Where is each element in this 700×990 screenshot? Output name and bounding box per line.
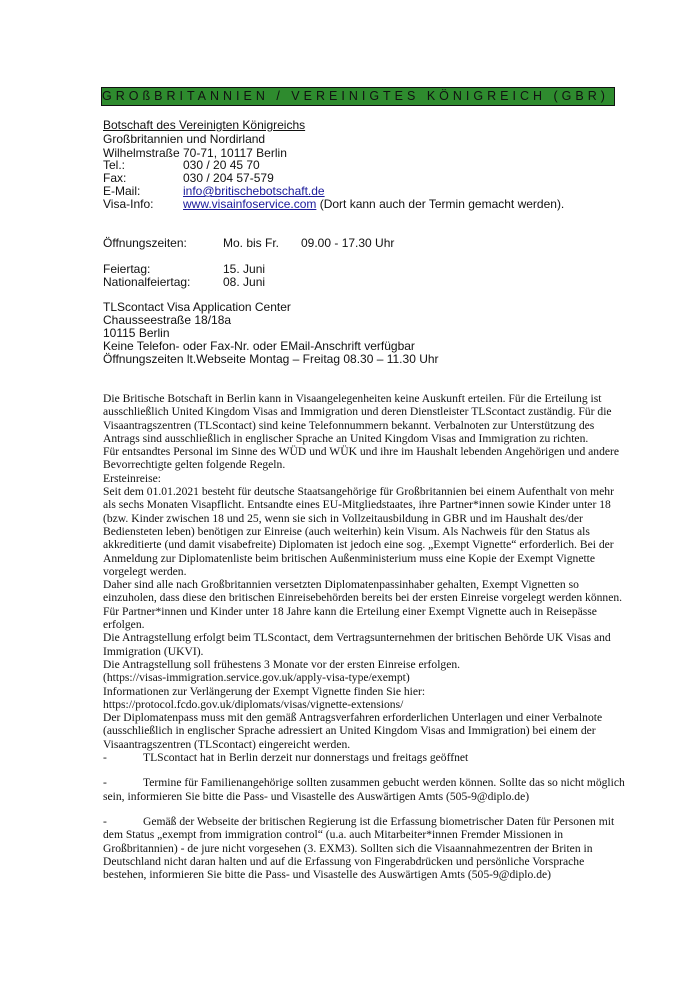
- paragraph: https://protocol.fcdo.gov.uk/diplomats/visas/vignette-extensions/: [103, 697, 404, 711]
- list-item: [103, 776, 628, 803]
- bullet-text: TLScontact hat in Berlin derzeit nur donnerstags und freitags geöffnet: [143, 751, 469, 765]
- paragraph: Der Diplomatenpass muss mit den gemäß Antragsverfahren erforderlichen Unterlagen und einer Verbalnote (ausschließlich in englischer Sprache adressiert an United Kingdom Visas and Immigration) bei einem der Visaantragszentren (TLScontact) eingereicht werden.: [103, 711, 603, 751]
- national-holiday-value: 08. Juni: [223, 275, 266, 289]
- paragraph: Für entsandtes Personal im Sinne des WÜD und WÜK und ihre im Haushalt lebenden Angehörigen und andere Bevorrechtigte gelten folgende Regeln.: [103, 445, 620, 472]
- fax-label: Fax:: [103, 171, 127, 185]
- paragraph: Daher sind alle nach Großbritannien versetzten Diplomatenpassinhaber gehalten, Exempt Vignetten so einzuholen, dass diese den britischen Einreisebehörden bereits bei der ersten Einreise vorgelegt werden können. Für Partner*innen und Kinder unter 18 Jahre kann die Erteilung einer Exempt Vignette auch in Reisepässe erfolgen.: [103, 578, 623, 632]
- bullet-text: Termine für Familienangehörige sollten zusammen gebucht werden können. Sollte das so nicht möglich sein, informieren Sie bitte die Pass- und Visastelle des Auswärtigen Amts (505-9@diplo.de): [103, 776, 625, 803]
- paragraph: Die Britische Botschaft in Berlin kann in Visaangelegenheiten keine Auskunft erteilen. Für die Erteilung ist ausschließlich United Kingdom Visas and Immigration und deren Dienstleister TLScontact zuständig. Für die Visaantragszentren (TLScontact) sind keine Telefonnummern bekannt. Verbalnoten zur Unterstützung des Antrags sind ausschließlich in englischer Sprache an United Kingdom Visas and Immigration zu richten.: [103, 392, 612, 445]
- email-label: E-Mail:: [103, 184, 141, 198]
- hours-time: 09.00 - 17.30 Uhr: [301, 236, 395, 250]
- tel-label: Tel.:: [103, 158, 126, 172]
- tls-street: Chausseestraße 18/18a: [103, 313, 232, 327]
- visa-info-line: [183, 197, 564, 211]
- bullet-dash: -: [103, 776, 107, 790]
- hours-label: Öffnungszeiten:: [103, 236, 187, 250]
- paragraph: Die Antragstellung erfolgt beim TLScontact, dem Vertragsunternehmen der britischen Behörde UK Visas and Immigration (UKVI).: [103, 631, 611, 658]
- hours-days: Mo. bis Fr.: [223, 236, 280, 250]
- email-link[interactable]: info@britischebotschaft.de: [183, 184, 325, 198]
- visa-info-link[interactable]: www.visainfoservice.com: [183, 197, 317, 211]
- list-item: [103, 815, 628, 881]
- holiday-label: Feiertag:: [103, 262, 151, 276]
- tel-value: 030 / 20 45 70: [183, 158, 260, 172]
- visa-info-label: Visa-Info:: [103, 197, 154, 211]
- embassy-address: Wilhelmstraße 70-71, 10117 Berlin: [103, 146, 287, 160]
- country-banner: GROßBRITANNIEN / VEREINIGTES KÖNIGREICH (GBR): [101, 87, 615, 106]
- body-text: [103, 392, 628, 881]
- embassy-subtitle: Großbritannien und Nordirland: [103, 132, 266, 146]
- bullet-text: Gemäß der Webseite der britischen Regierung ist die Erfassung biometrischer Daten für Personen mit dem Status „exempt from immigration control“ (u.a. auch Mitarbeiter*innen Fremder Missionen in Großbritannien) - de jure nicht vorgesehen (3. EXM3). Sollten sich die Visaannahmezentren der Briten in Deutschland nicht daran halten und auf die Erfassung von Fingerabdrücken und persönliche Vorsprache bestehen, informieren Sie bitte die Pass- und Visastelle des Auswärtigen Amts (505-9@diplo.de): [103, 814, 615, 882]
- fax-value: 030 / 204 57-579: [183, 171, 274, 185]
- tls-hours: Öffnungszeiten lt.Webseite Montag – Freitag 08.30 – 11.30 Uhr: [103, 352, 439, 366]
- tls-city: 10115 Berlin: [103, 326, 170, 340]
- tls-name: TLScontact Visa Application Center: [103, 300, 291, 314]
- embassy-name: Botschaft des Vereinigten Königreichs: [103, 118, 306, 132]
- bullet-dash: -: [103, 751, 107, 765]
- holiday-value: 15. Juni: [223, 262, 266, 276]
- paragraph: Seit dem 01.01.2021 besteht für deutsche Staatsangehörige für Großbritannien bei einem Aufenthalt von mehr als sechs Monaten Visapflicht. Entsandte eines EU-Mitgliedstaates, ihre Partner*innen sowie Kinder unter 18 (bzw. Kinder zwischen 18 und 25, wenn sie sich in Vollzeitausbildung in GBR und im Haushalt des/der Bediensteten leben) benötigen zur Einreise (auch weiterhin) kein Visum. Als Nachweis für den Status als akkreditierte (und damit visabefreite) Diplomaten ist jedoch eine sog. „Exempt Vignette“ erforderlich. Bei der Anmeldung zur Diplomatenliste beim britischen Außenministerium muss eine Kopie der Exempt Vignette vorgelegt werden.: [103, 485, 614, 578]
- national-holiday-label: Nationalfeiertag:: [103, 275, 191, 289]
- paragraph: (https://visas-immigration.service.gov.uk/apply-visa-type/exempt): [103, 671, 410, 685]
- paragraph: Die Antragstellung soll frühestens 3 Monate vor der ersten Einreise erfolgen.: [103, 657, 461, 671]
- visa-info-note: (Dort kann auch der Termin gemacht werden).: [316, 197, 565, 211]
- tls-contact-note: Keine Telefon- oder Fax-Nr. oder EMail-Anschrift verfügbar: [103, 339, 415, 353]
- bullet-dash: -: [103, 814, 107, 828]
- paragraph: Ersteinreise:: [103, 471, 161, 485]
- paragraph: Informationen zur Verlängerung der Exempt Vignette finden Sie hier:: [103, 684, 426, 698]
- list-item: [103, 751, 628, 764]
